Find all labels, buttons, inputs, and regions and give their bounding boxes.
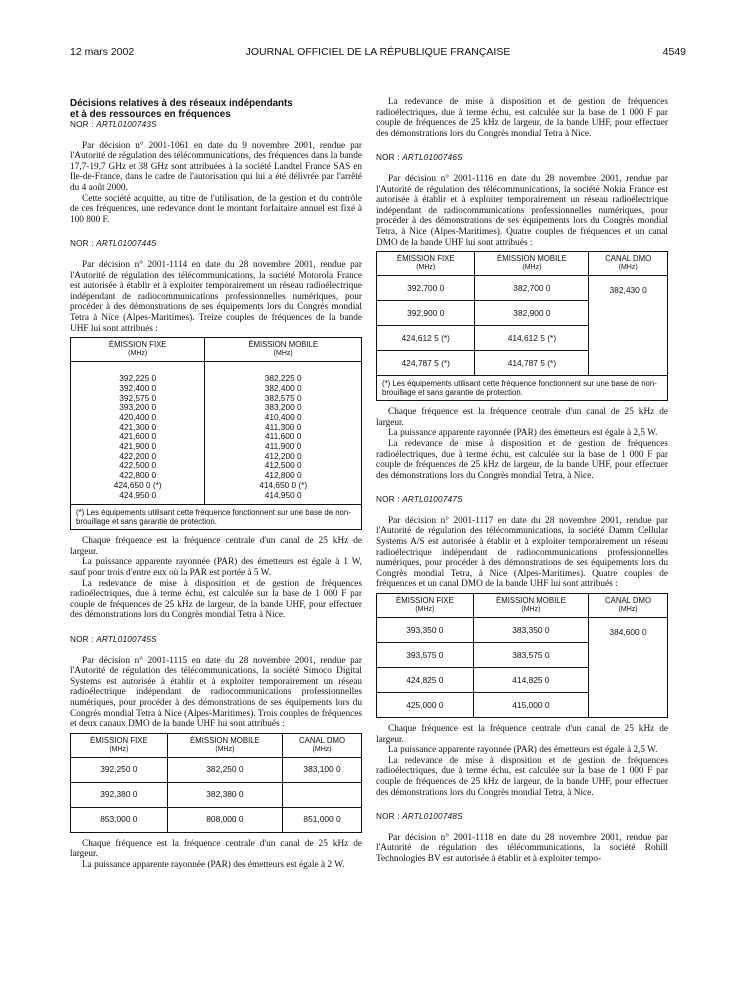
paragraph: Chaque fréquence est la fréquence centrale d'un canal de 25 kHz de largeur. bbox=[70, 536, 362, 557]
nor-reference: NOR : ARTL0100748S bbox=[376, 812, 463, 822]
paragraph: Par décision n° 2001-1115 en date du 28 novembre 2001, rendue par l'Autorité de régulation des télécommunications, la société Simoco Digital Systems est autorisée à établir et à exploiter temporairement un réseau radioélectrique indépendant de radiocommunications professionnelles numériques, pour procéder à des démonstrations de ses équipements lors du Congrès mondial Tetra à Nice (Alpes-Maritimes). Trois couples de fréquences et deux canaux DMO de la bande UHF lui sont attribués : bbox=[70, 655, 362, 730]
nor-reference: NOR : ARTL0100745S bbox=[70, 634, 157, 644]
header-date: 12 mars 2002 bbox=[70, 46, 135, 58]
paragraph: Par décision n° 2001-1118 en date du 28 novembre 2001, rendue par l'Autorité de régulation des télécommunications, la société Rohill Technologies BV est autorisée à établir et à exploiter tempo- bbox=[376, 832, 668, 864]
column-header-emission-mobile: ÉMISSION MOBILE (MHz) bbox=[205, 338, 362, 362]
section-title-line-1: Décisions relatives à des réseaux indépendants bbox=[70, 98, 293, 109]
column-header-emission-mobile: ÉMISSION MOBILE (MHz) bbox=[167, 733, 282, 757]
paragraph: La puissance apparente rayonnée (PAR) des émetteurs est égale à 2 W. bbox=[82, 859, 345, 870]
table-row: 392,250 0 382,250 0 383,100 0 bbox=[71, 757, 362, 782]
paragraph: La puissance apparente rayonnée (PAR) des émetteurs est égale à 1 W, sauf pour trois d'entre eux où la PAR est portée à 5 W. bbox=[70, 557, 362, 579]
table-row: 424,612 5 (*) 414,612 5 (*) bbox=[377, 326, 668, 351]
paragraph: La puissance apparente rayonnée (PAR) des émetteurs est égale à 2,5 W. bbox=[388, 428, 658, 439]
table-footnote: (*) Les équipements utilisant cette fréquence fonctionnent sur une base de non-brouillage et sans garantie de protection. bbox=[71, 505, 362, 530]
paragraph: Par décision n° 2001-1116 en date du 28 novembre 2001, rendue par l'Autorité de régulation des télécommunications, la société Nokia France est autorisée à établir et à exploiter temporairement un réseau radioélectrique indépendant de radiocommunications professionnelles numériques, pour procéder à des démonstrations de ses équipements lors du Congrès mondial Tetra, à Nice (Alpes-Maritimes). Quatre couples de fréquences et un canal DMO de la bande UHF lui sont attribués : bbox=[376, 173, 668, 248]
column-header-emission-fixe: ÉMISSION FIXE (MHz) bbox=[71, 338, 205, 362]
table-row: 392,900 0 382,900 0 bbox=[377, 301, 668, 326]
table-row: 424,787 5 (*) 414,787 5 (*) bbox=[377, 351, 668, 376]
column-header-canal-dmo: CANAL DMO (MHz) bbox=[589, 252, 668, 276]
frequency-table-motorola bbox=[70, 337, 362, 530]
frequency-table-simoco bbox=[70, 733, 362, 833]
paragraph: Chaque fréquence est la fréquence centrale d'un canal de 25 kHz de largeur. bbox=[376, 724, 668, 745]
column-header-canal-dmo: CANAL DMO (MHz) bbox=[283, 733, 362, 757]
page-header bbox=[70, 46, 686, 62]
paragraph: La redevance de mise à disposition et de gestion de fréquences radioélectriques, due à terme échu, est calculée sur la base de 1 000 F par couple de fréquences de 25 kHz de largeur, de la bande UHF, pour effectuer des démonstrations lors du Congrès mondial Tetra, à Nice. bbox=[376, 438, 668, 481]
paragraph: Chaque fréquence est la fréquence centrale d'un canal de 25 kHz de largeur. bbox=[376, 407, 668, 428]
nor-reference: NOR : ARTL0100746S bbox=[376, 153, 463, 163]
column-header-canal-dmo: CANAL DMO (MHz) bbox=[589, 594, 668, 618]
frequency-list-fixe: 392,225 0 392,400 0 392,575 0 393,200 0 420,400 0 421,300 0 421,600 0 421,900 0 422,200 0 422,500 0 422,800 0 424,650 0 (*) 424,950 0 bbox=[71, 362, 205, 505]
paragraph: La redevance de mise à disposition et de gestion de fréquences radioélectriques, due à terme échu, est calculée sur la base de 1 000 F par couple de fréquences de 25 kHz de largeur, de la bande UHF, pour effectuer des démonstrations lors du Congrès mondial Tetra à Nice. bbox=[376, 97, 668, 139]
nor-reference: NOR : ARTL0100747S bbox=[376, 495, 463, 505]
left-column bbox=[70, 98, 362, 871]
column-header-emission-mobile: ÉMISSION MOBILE (MHz) bbox=[473, 594, 588, 618]
section-title-line-2: et à des ressources en fréquences bbox=[70, 109, 231, 120]
paragraph: Cette société acquitte, au titre de l'utilisation, de la gestion et du contrôle de ces fréquences, une redevance dont le montant forfaitaire annuel est fixé à 100 800 F. bbox=[70, 193, 362, 225]
column-header-emission-mobile: ÉMISSION MOBILE (MHz) bbox=[475, 252, 589, 276]
paragraph: La redevance de mise à disposition et de gestion de fréquences radioélectriques, due à terme échu, est calculée sur la base de 1 000 F par couple de fréquences de 25 kHz de largeur, de la bande UHF, pour effectuer des démonstrations lors du Congrès mondial Tetra, à Nice. bbox=[376, 755, 668, 798]
paragraph: Par décision n° 2001-1117 en date du 28 novembre 2001, rendue par l'Autorité de régulation des télécommunications, la société Damm Cellular Systems A/S est autorisée à établir et à exploiter temporairement un réseau radioélectrique indépendant de radiocommunications professionnelles numériques, pour procéder à des démonstrations de ses équipements lors du Congrès mondial Tetra, à Nice (Alpes-Maritimes). Quatre couples de fréquences et un canal DMO de la bande UHF lui sont attribués : bbox=[376, 515, 668, 590]
column-header-emission-fixe: ÉMISSION FIXE (MHz) bbox=[377, 594, 474, 618]
table-row: 393,350 0 383,350 0 384,600 0 bbox=[377, 618, 668, 643]
frequency-list-mobile: 382,225 0 382,400 0 382,575 0 383,200 0 410,400 0 411,300 0 411,600 0 411,900 0 412,200 0 412,500 0 412,800 0 414,650 0 (*) 414,950 0 bbox=[205, 362, 362, 505]
table-row: 853,000 0 808,000 0 851,000 0 bbox=[71, 807, 362, 832]
paragraph: Chaque fréquence est la fréquence centrale d'un canal de 25 kHz de largeur. bbox=[70, 838, 362, 860]
header-page-number: 4549 bbox=[662, 46, 686, 58]
frequency-table-damm bbox=[376, 593, 668, 718]
nor-reference: NOR : ARTL0100744S bbox=[70, 239, 157, 249]
table-row: 392,700 0 382,700 0 382,430 0 bbox=[377, 276, 668, 301]
column-header-emission-fixe: ÉMISSION FIXE (MHz) bbox=[71, 733, 168, 757]
paragraph: Par décision n° 2001-1114 en date du 28 novembre 2001, rendue par l'Autorité de régulation des télécommunications, la société Motorola France est autorisée à établir et à exploiter temporairement un réseau radioélectrique indépendant de radiocommunications professionnelles numériques, pour procéder à des démonstrations de ses équipements lors du Congrès mondial Tetra à Nice (Alpes-Maritimes). Treize couples de fréquences de la bande UHF lui sont attribués : bbox=[70, 259, 362, 334]
table-row: 425,000 0 415,000 0 bbox=[377, 693, 668, 718]
table-footnote: (*) Les équipements utilisant cette fréquence fonctionnent sur une base de non-brouillage et sans garantie de protection. bbox=[377, 376, 668, 401]
header-journal-title: JOURNAL OFFICIEL DE LA RÉPUBLIQUE FRANÇAISE bbox=[245, 46, 511, 58]
nor-reference: NOR : ARTL0100743S bbox=[70, 120, 157, 129]
table-row: 392,380 0 382,380 0 bbox=[71, 782, 362, 807]
paragraph: La redevance de mise à disposition et de gestion de fréquences radioélectriques, due à terme échu, est calculée sur la base de 1 000 F par couple de fréquences de 25 kHz de largeur, de la bande UHF, pour effectuer des démonstrations lors du Congrès mondial Tetra à Nice. bbox=[70, 578, 362, 621]
column-header-emission-fixe: ÉMISSION FIXE (MHz) bbox=[377, 252, 475, 276]
frequency-table-nokia bbox=[376, 251, 668, 401]
paragraph: La puissance apparente rayonnée (PAR) des émetteurs est égale à 2,5 W. bbox=[388, 745, 658, 756]
right-column bbox=[376, 97, 668, 865]
table-row: 424,825 0 414,825 0 bbox=[377, 668, 668, 693]
paragraph: Par décision n° 2001-1061 en date du 9 novembre 2001, rendue par l'Autorité de régulation des télécommunications, des fréquences dans la bande 17,7-19,7 GHz et 38 GHz sont attribuées à la société Landtel France SAS en Ile-de-France, dans le cadre de l'autorisation qui lui a été délivrée par l'arrêté du 4 août 2000. bbox=[70, 140, 362, 193]
table-row: 393,575 0 383,575 0 bbox=[377, 643, 668, 668]
